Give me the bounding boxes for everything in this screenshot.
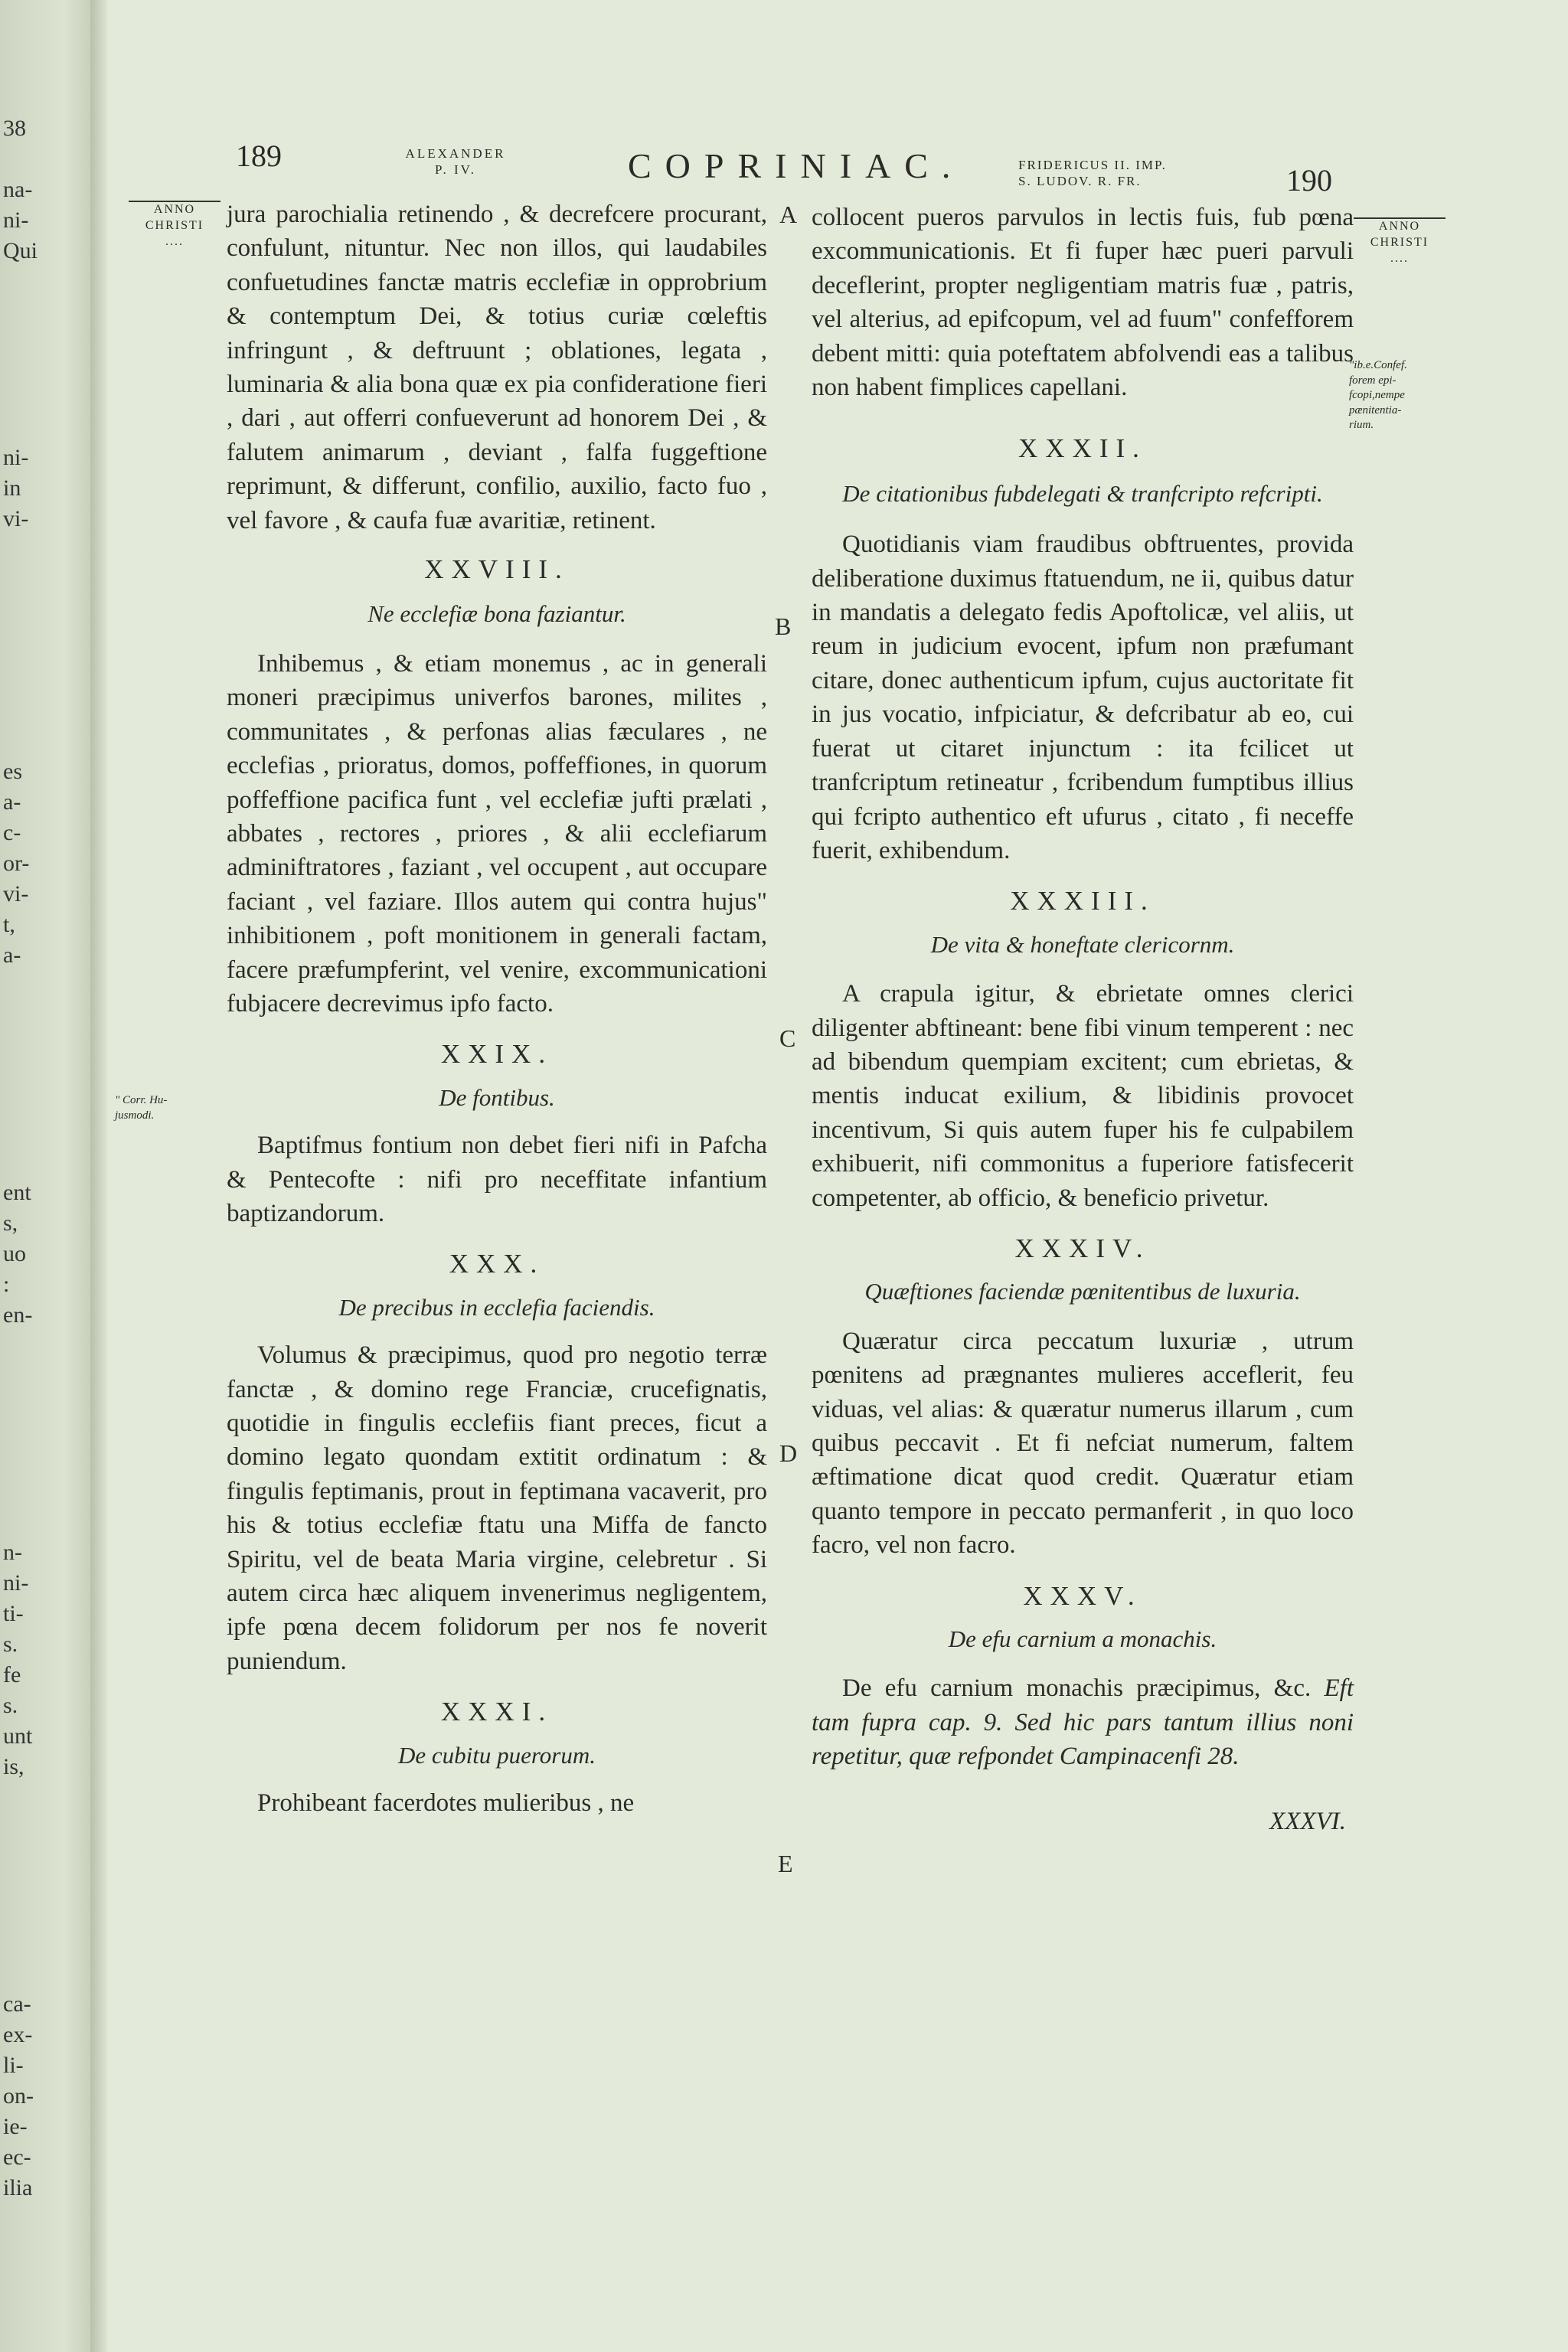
chapter-subtitle: De cubitu puerorum.: [397, 1741, 596, 1769]
facing-page-fragment: ti-: [3, 1601, 24, 1626]
facing-page-fragment: ie-: [3, 2114, 28, 2139]
left-text-column: [227, 198, 767, 1820]
facing-page-fragment: is,: [3, 1754, 24, 1779]
facing-page-fragment: ca-: [3, 1991, 31, 2017]
facing-page-fragment: ec-: [3, 2145, 31, 2170]
section-letter-e: E: [778, 1850, 793, 1877]
chapter-subtitle: Ne ecclefiæ bona faziantur.: [368, 600, 626, 628]
section-letter-b: B: [775, 612, 792, 640]
facing-page-fragment: vi-: [3, 881, 29, 906]
facing-page-fragment: ni-: [3, 1570, 29, 1596]
paragraph: jura parochialia retinendo , & decrefcere procurant, confulunt, nituntur. Nec non illos, qui laudabiles confuetudines fanctæ matris ecclefiæ in opprobrium & contemptum Dei, & totius curiæ cœleftis infringunt , & deftruunt ; oblationes, legata , luminaria & alia bona quæ ex pia confideratione fieri , dari , aut offerri confueverunt ad honorem Dei , & falutem animarum , deviant , falfa fuggeftione reprimunt, & differunt, confilio, auxilio, facto fuo , vel favore , & caufa fuæ avaritiæ, retinent.: [227, 201, 767, 534]
chapter-heading: XXXI.: [440, 1697, 554, 1727]
section-letter-a: A: [779, 201, 798, 228]
facing-page-fragment: ni-: [3, 445, 29, 470]
paragraph: De efu carnium monachis præcipimus, &c. Eft tam fupra cap. 9. Sed hic pars tantum illius noni repetitur, quæ refpondet Campinacenfi 28.: [812, 1674, 1354, 1771]
facing-page-fragment: n-: [3, 1540, 22, 1565]
chapter-heading: XXVIII.: [424, 554, 570, 585]
left-running-head: ALEXANDER P. IV.: [405, 146, 506, 178]
paragraph: Quotidianis viam fraudibus obftruentes, provida deliberatione duximus ftatuendum, ne ii, quibus datur in mandatis a delegato fedis Apoftolicæ, vel aliis, ut reum in judicium evocent, ipfum non præfumant citare, donec authenticum ipfum, cujus auctoritate fit in jus vocatio, infpiciatur, & defcribatur ab eo, cui fuerat ut citaret injunctum : ita fcilicet ut tranfcriptum retineatur , fcribendum fumptibus illius qui fcripto authentico eft ufurus , citato , fi neceffe fuerit, exhibendum.: [812, 531, 1354, 864]
chapter-subtitle: De precibus in ecclefia faciendis.: [338, 1293, 655, 1321]
facing-page-fragment: ilia: [3, 2175, 33, 2200]
left-page-number: 189: [236, 139, 282, 173]
facing-page-fragment: s.: [3, 1693, 18, 1718]
paragraph: Baptifmus fontium non debet fieri nifi in Pafcha & Pentecofte : nifi pro neceffitate infantium baptizandorum.: [227, 1132, 767, 1227]
chapter-subtitle: De fontibus.: [439, 1083, 555, 1111]
chapter-heading: XXX.: [449, 1249, 545, 1279]
facing-page-fragment: c-: [3, 820, 21, 845]
facing-page-fragment: uo: [3, 1241, 26, 1266]
facing-page-fragment: t,: [3, 912, 15, 937]
facing-page-fragment: or-: [3, 851, 30, 876]
chapter-subtitle: Quæftiones faciendæ pœnitentibus de luxuria.: [864, 1278, 1301, 1305]
chapter-heading: XXXV.: [1023, 1580, 1142, 1611]
facing-page-fragment: ex-: [3, 2022, 33, 2047]
facing-page-fragment: ent: [3, 1180, 31, 1205]
facing-page-fragment: in: [3, 475, 21, 501]
right-page-number: 190: [1286, 163, 1332, 198]
left-anno-christi: ANNO CHRISTI ....: [129, 201, 220, 250]
facing-page-fragment: on-: [3, 2083, 34, 2109]
paragraph: collocent pueros parvulos in lectis fuis, fub pœna excommunicationis. Et fi fuper hæc pueri parvuli deceflerint, propter negligentiam matris fuæ , patris, vel alterius, ad epifcopum, vel ad fuum" confefforem debent mitti: quia poteftatem abfolvendi eas a talibus non habent fimplices capellani.: [812, 204, 1354, 402]
left-footnote-marginal: " Corr. Hu- jusmodi.: [115, 1094, 168, 1122]
facing-page-fragment: en-: [3, 1302, 33, 1328]
chapter-heading: XXIX.: [440, 1039, 554, 1070]
facing-page-fragment: a-: [3, 942, 21, 968]
chapter-heading: XXXII.: [1018, 433, 1147, 464]
facing-page-fragment: na-: [3, 177, 33, 202]
facing-page-fragment: Qui: [3, 238, 38, 263]
facing-page-fragment: ni-: [3, 207, 29, 233]
facing-page-fragment: s.: [3, 1632, 18, 1657]
chapter-heading: XXXIII.: [1010, 886, 1155, 916]
facing-page-fragment: unt: [3, 1723, 33, 1749]
section-letter-d: D: [779, 1439, 798, 1467]
book-gutter: [90, 0, 107, 2352]
right-running-head: FRIDERICUS II. IMP. S. LUDOV. R. FR.: [1018, 158, 1167, 189]
paragraph: Inhibemus , & etiam monemus , ac in generali moneri præcipimus univerfos barones, milites , communitates , & perfonas alias fæculares , ne ecclefias , prioratus, domos, poffeffiones, in quorum poffeffione pacifica funt , vel ecclefiæ jufti prælati , abbates , rectores , priores , & alii ecclefiarum adminiftratores , faziant , vel occupent , aut occupare faciant , vel faziare. Illos autem qui contra hujus" inhibitionem , poft monitionem in generali factam, facere præfumpferint, vel venire, excommunicationi fubjacere decrevimus ipfo facto.: [227, 649, 767, 1018]
paragraph: Prohibeant facerdotes mulieribus , ne: [257, 1789, 635, 1818]
page-title: COPRINIAC.: [628, 146, 965, 185]
facing-page-fragment: li-: [3, 2053, 24, 2078]
facing-page-fragment: a-: [3, 789, 21, 815]
right-footnote-marginal: "ib.e.Confef. forem epi- fcopi,nempe pænitentia- rium.: [1349, 359, 1407, 431]
facing-page-fragment: s,: [3, 1210, 18, 1236]
facing-page-fragment: vi-: [3, 506, 29, 531]
right-text-column: [812, 201, 1354, 1838]
right-anno-christi: ANNO CHRISTI ....: [1354, 217, 1446, 266]
chapter-subtitle: De vita & honeftate clericornm.: [930, 930, 1235, 958]
paragraph: Volumus & præcipimus, quod pro negotio terræ fanctæ , & domino rege Franciæ, crucefignatis, quotidie in fingulis ecclefiis fiant preces, ficut a domino legato quondam extitit ordinatum : & fingulis feptimanis, prout in feptimana vacaverit, pro his & totius ecclefiæ ftatu una Miffa de fancto Spiritu, vel de beata Maria virgine, celebretur . Si autem circa hæc aliquem invenerimus negligentem, ipfe pœna decem folidorum per nos fe noverit puniendum.: [227, 1341, 767, 1675]
chapter-heading: XXXIV.: [1014, 1233, 1151, 1263]
paragraph: A crapula igitur, & ebrietate omnes clerici diligenter abftineant: bene fibi vinum temperent : nec ad bibendum quempiam excitent; cum ebrietas, & mentis inducat exilium, & libidinis provocet incentivum, Si quis autem fuper his fe culpabilem exhibuerit, nifi commonitus a fuperiore fatisfecerit competenter, ab officio, & beneficio privetur.: [812, 980, 1354, 1212]
facing-page-fragment: :: [3, 1272, 10, 1297]
section-letter-c: C: [779, 1024, 796, 1052]
chapter-subtitle: De citationibus fubdelegati & tranfcripto refcripti.: [842, 479, 1323, 507]
facing-page-fragment: es: [3, 759, 22, 784]
catchword: XXXVI.: [1269, 1807, 1346, 1835]
facing-page-fragment: 38: [3, 116, 26, 141]
paragraph: Quæratur circa peccatum luxuriæ , utrum pœnitens ad prægnantes mulieres acceflerit, feu viduas, vel alias: & quæratur numerus illarum , cum quibus peccavit . Et fi nefciat numerum, faltem æftimatione dicat quod credit. Quæratur etiam quanto tempore in peccato permanferit , in quo loco facro, vel non facro.: [812, 1327, 1354, 1560]
facing-page-fragment: fe: [3, 1662, 21, 1687]
chapter-subtitle: De efu carnium a monachis.: [948, 1625, 1217, 1653]
